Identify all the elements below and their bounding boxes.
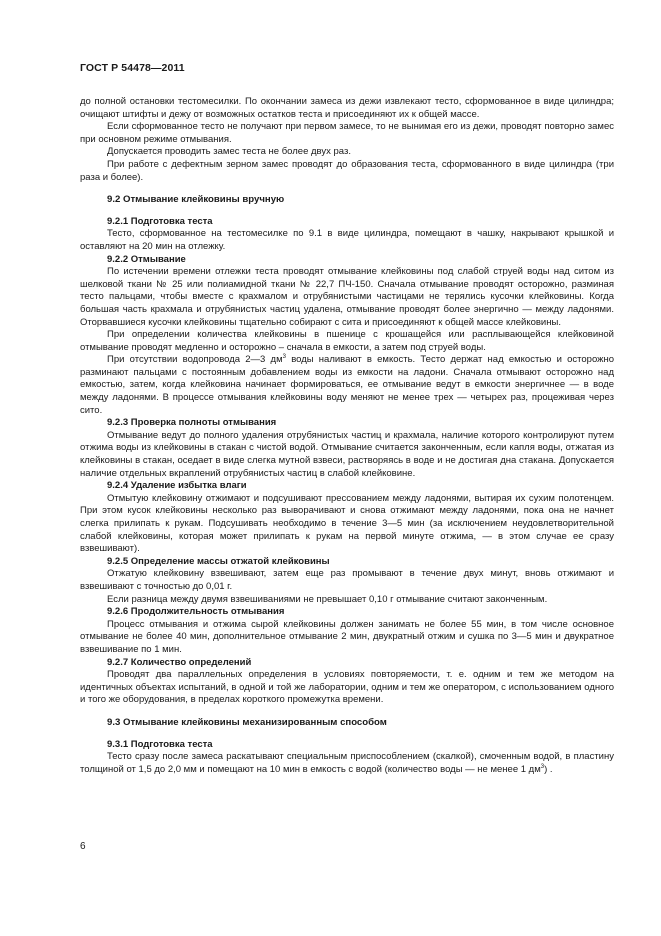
text-run: ) .	[544, 763, 553, 775]
subsection-heading-9-2-7: 9.2.7 Количество определений	[107, 656, 252, 668]
paragraph: Отмытую клейковину отжимают и подсушивают прессованием между ладонями, вытирая их сухим полотенцем. При этом кусок клейковины несколько раз выворачивают и снова отжимают между ладонями, пока она не начнет слегка прилипать к рукам. Подсушивать необходимо в течение 3—5 мин (за исключением неудовлетворительной слабой клейковины, которая может прилипать к рукам на первой минуте отжима, — в этом случае ее сразу взвешивают).	[80, 492, 614, 555]
subsection-heading-9-2-1: 9.2.1 Подготовка теста	[107, 215, 213, 227]
paragraph: Если разница между двумя взвешиваниями не превышает 0,10 г отмывание считают законченным.	[107, 593, 548, 605]
paragraph: Отжатую клейковину взвешивают, затем еще раз промывают в течение двух минут, вновь отжимают и взвешивают с точностью до 0,01 г.	[80, 568, 614, 592]
subsection-heading-9-2-5: 9.2.5 Определение массы отжатой клейковины	[107, 555, 330, 567]
subsection-heading-9-2-2: 9.2.2 Отмывание	[107, 253, 186, 265]
paragraph: Если сформованное тесто не получают при первом замесе, то не вынимая его из дежи, проводят повторно замес при основном режиме отмывания.	[80, 121, 614, 145]
superscript: 3	[540, 763, 545, 770]
paragraph: Проводят два параллельных определения в условиях повторяемости, т. е. одним и тем же методом на идентичных объектах испытаний, в одной и той же лаборатории, одним и тем же оператором, с использованием одного и того же оборудования, в пределах короткого промежутка времени.	[80, 669, 614, 706]
paragraph: По истечении времени отлежки теста проводят отмывание клейковины под слабой струей воды над ситом из шелковой ткани № 25 или полиамидной ткани № 22,7 ПЧ-150. Сначала отмывание проводят осторожно, разминая тесто пальцами, чтобы вместе с крахмалом и отрубянистыми частицами не терялись кусочки клейковины. Когда большая часть крахмала и отрубянистых частиц удалена, отмывание проводят более энергично — между ладонями. Оторвавшиеся кусочки клейковины тщательно собирают с сита и присоединяют к общей массе клейковины.	[80, 266, 614, 328]
paragraph: При определении количества клейковины в пшенице с крошащейся или расплывающейся клейковиной отмывание проводят медленно и осторожно – сначала в емкости, а затем под струей воды.	[80, 329, 614, 353]
paragraph	[80, 751, 614, 776]
text-run: воды наливают в емкость. Тесто держат над емкостью и осторожно разминают пальцами с постоянным добавлением воды из емкости на ладони. Сначала отмывают осторожно над емкостью, затем, когда клейковина начинает формироваться, ее отмывание ведут в емкости энергичнее — в воде между ладонями. В процессе отмывания клейковины воду меняют не менее трех — четырех раз, процеживая через сито.	[80, 354, 615, 416]
text-run: Тесто сразу после замеса раскатывают специальным приспособлением (скалкой), смоченным водой, в пластину толщиной от 1,5 до 2,0 мм и помещают на 10 мин в емкость с водой (количество воды — не менее 1 дм	[80, 751, 614, 775]
paragraph	[80, 354, 614, 417]
paragraph: Процесс отмывания и отжима сырой клейковины должен занимать не более 55 мин, в том числе основное отмывание не более 40 мин, дополнительное отмывание 2 мин, двукратный отжим и сушка по 3—5 мин и двукратное взвешивание по 1 мин.	[80, 618, 614, 655]
subsection-heading-9-2-4: 9.2.4 Удаление избытка влаги	[107, 480, 247, 492]
subsection-heading-9-3-1: 9.3.1 Подготовка теста	[107, 738, 213, 750]
superscript: 3	[282, 354, 286, 361]
standard-header: ГОСТ Р 54478—2011	[80, 62, 185, 74]
subsection-heading-9-2-6: 9.2.6 Продолжительность отмывания	[107, 606, 285, 618]
paragraph: При работе с дефектным зерном замес проводят до образования теста, сформованного в виде цилиндра (три раза и более).	[80, 158, 614, 183]
paragraph: Отмывание ведут до полного удаления отрубянистых частиц и крахмала, наличие которого контролируют путем отжима воды из клейковины в стакан с чистой водой. Отмывание считается законченным, если капля воды, отжатая из клейковины в стакан, оседает в виде слегка мутной взвеси, растворяясь в воде и не достигая дна стакана. Допускается наличие отдельных вкраплений отрубянистых частиц в слабой клейковине.	[80, 429, 614, 479]
text-run: При отсутствии водопровода 2—3 дм	[107, 354, 283, 366]
section-heading-9-2: 9.2 Отмывание клейковины вручную	[107, 194, 285, 206]
paragraph: Допускается проводить замес теста не более двух раз.	[107, 146, 351, 158]
document-body	[80, 96, 614, 776]
section-heading-9-3: 9.3 Отмывание клейковины механизированным способом	[107, 716, 387, 728]
paragraph: до полной остановки тестомесилки. По окончании замеса из дежи извлекают тесто, сформованное в виде цилиндра; очищают штифты и дежу от возможных остатков теста и присоединяют их к общей массе.	[80, 96, 614, 120]
subsection-heading-9-2-3: 9.2.3 Проверка полноты отмывания	[107, 417, 277, 429]
paragraph: Тесто, сформованное на тестомесилке по 9.1 в виде цилиндра, помещают в чашку, накрывают крышкой и оставляют на 20 мин на отлежку.	[80, 228, 614, 252]
page-number: 6	[80, 841, 86, 852]
